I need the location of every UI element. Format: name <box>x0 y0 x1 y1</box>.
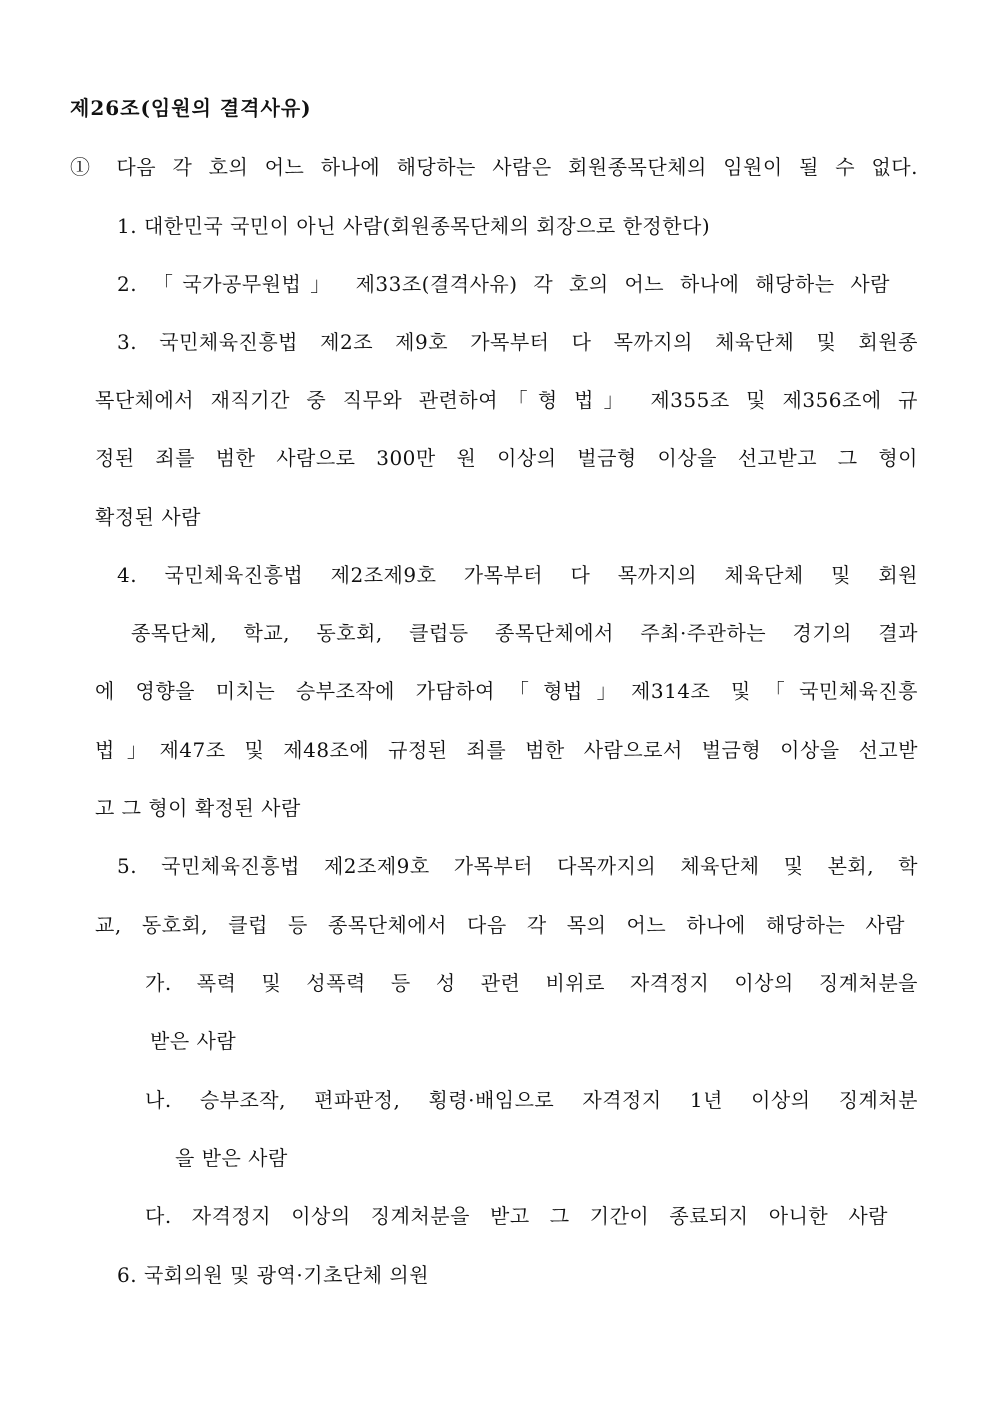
item-5-line-1: 5. 국민체육진흥법 제2조제9호 가목부터 다목까지의 체육단체 및 본회, 학 <box>117 854 918 878</box>
item-5-sub-na-line-1: 나. 승부조작, 편파판정, 횡령·배임으로 자격정지 1년 이상의 징계처분 <box>145 1088 918 1112</box>
item-4-line-1: 4. 국민체육진흥법 제2조제9호 가목부터 다 목까지의 체육단체 및 회원 <box>117 563 918 587</box>
item-4-line-4: 법」제47조 및 제48조에 규정된 죄를 범한 사람으로서 벌금형 이상을 선고받 <box>95 738 918 762</box>
item-1: 1. 대한민국 국민이 아닌 사람(회원종목단체의 회장으로 한정한다) <box>117 214 711 238</box>
item-4-line-5: 고 그 형이 확정된 사람 <box>95 796 301 820</box>
item-6: 6. 국회의원 및 광역·기초단체 의원 <box>117 1263 430 1287</box>
item-5-sub-ga-line-2: 받은 사람 <box>150 1029 237 1053</box>
item-3-line-4: 확정된 사람 <box>95 505 201 529</box>
item-4-line-3: 에 영향을 미치는 승부조작에 가담하여「형법」제314조 및「국민체육진흥 <box>95 679 918 703</box>
item-4-line-2: 종목단체, 학교, 동호회, 클럽등 종목단체에서 주최·주관하는 경기의 결과 <box>131 621 918 645</box>
item-5-sub-da: 다. 자격정지 이상의 징계처분을 받고 그 기간이 종료되지 아니한 사람 <box>145 1204 888 1228</box>
item-3-line-2: 목단체에서 재직기간 중 직무와 관련하여「형 법」 제355조 및 제356조에 규 <box>95 388 918 412</box>
article-title: 제26조(임원의 결격사유) <box>70 96 312 120</box>
item-3-line-3: 정된 죄를 범한 사람으로 300만 원 이상의 벌금형 이상을 선고받고 그 형이 <box>95 446 918 470</box>
item-5-sub-ga-line-1: 가. 폭력 및 성폭력 등 성 관련 비위로 자격정지 이상의 징계처분을 <box>145 971 918 995</box>
item-5-line-2: 교, 동호회, 클럽 등 종목단체에서 다음 각 목의 어느 하나에 해당하는 사람 <box>95 913 905 937</box>
paragraph-1: ① 다음 각 호의 어느 하나에 해당하는 사람은 회원종목단체의 임원이 될 수 없다. <box>70 155 918 179</box>
item-2: 2. 「국가공무원법」 제33조(결격사유) 각 호의 어느 하나에 해당하는 사람 <box>117 272 890 296</box>
item-5-sub-na-line-2: 을 받은 사람 <box>175 1146 288 1170</box>
item-3-line-1: 3. 국민체육진흥법 제2조 제9호 가목부터 다 목까지의 체육단체 및 회원종 <box>117 330 918 354</box>
